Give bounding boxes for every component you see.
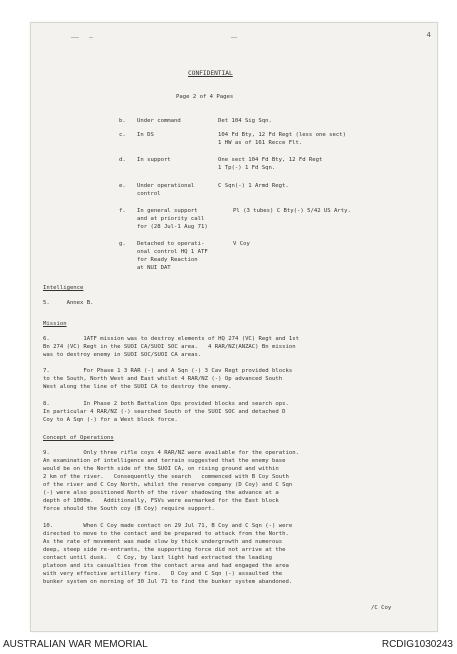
list-letter: d. [119,157,126,163]
paragraph-line: 5. Annex B. [43,300,94,306]
top-dash-mark [71,37,79,38]
paragraph-line: with very effective artillery fire. D Coy and C Sqn (-) assaulted the [43,571,283,577]
document-page [30,22,438,632]
paragraph-line: deep, steep side re-entrants, the supporting force did not arrive at the [43,547,286,553]
list-value: 1 Tp(-) 1 Fd Sqn. [218,165,276,171]
paragraph-line: would be on the North side of the SUOI CA, on rising ground and within [43,466,279,472]
list-label: at NUI DAT [137,265,171,271]
top-dash-mark [231,37,237,38]
list-label: control [137,191,161,197]
page-number: Page 2 of 4 Pages [176,94,234,100]
archive-name: AUSTRALIAN WAR MEMORIAL [3,639,148,650]
paragraph-line: bunker system on morning of 30 Jul 71 to find the bunker system abandoned. [43,579,293,585]
list-label: for Ready Reaction [137,257,198,263]
list-label: In DS [137,132,154,138]
list-label: for (28 Jul-1 Aug 71) [137,224,208,230]
list-value: V Coy [233,241,250,247]
list-value: One sect 104 Fd Bty, 12 Fd Regt [218,157,323,163]
paragraph-line: 6. 1ATF mission was to destroy elements of HQ 274 (VC) Regt and 1st [43,336,299,342]
paragraph-line: 2 km of the river. Consequently the search commenced with B Coy South [43,474,289,480]
intelligence-heading: Intelligence [43,285,84,291]
list-label: Under operational [137,183,195,189]
list-value: 1 HW as of 161 Recce Flt. [218,140,303,146]
list-label: Detached to operati- [137,241,205,247]
paragraph-line: directed to move to the contact and be prepared to attack from the North. [43,531,289,537]
archive-reference: RCDIG1030243 [381,639,453,650]
paragraph-line: Bn 274 (VC) Regt in the SUOI CA/SUOI SOC area. 4 RAR/NZ(ANZAC) Bn mission [43,344,296,350]
paragraph-line: to the South, North West and East whilst 4 RAR/NZ (-) Op advanced South [43,376,283,382]
continuation-marker: /C Coy [371,605,392,611]
paragraph-line: As the rate of movement was made slow by thick undergrowth and numerous [43,539,283,545]
paragraph-line: Coy to A Sqn (-) for a West block force. [43,417,178,423]
top-dash-mark [89,37,93,38]
list-value: C Sqn(-) 1 Armd Regt. [218,183,289,189]
list-label: In general support [137,208,198,214]
paragraph-line: platoon and its casualties from the contact area and had engaged the area [43,563,289,569]
page-mark: 4 [426,31,431,39]
paragraph-line: An examination of intelligence and terrain suggested that the enemy base [43,458,286,464]
paragraph-line: (-) were also positioned North of the river shadowing the advance at a [43,490,279,496]
mission-heading: Mission [43,321,67,327]
paragraph-line: 9. Only three rifle coys 4 RAR/NZ were available for the operation. [43,450,299,456]
list-label: onal control HQ 1 ATF [137,249,208,255]
list-letter: e. [119,183,126,189]
list-label: Under command [137,118,181,124]
list-letter: g. [119,241,126,247]
paragraph-line: West along the line of the SUOI CA to destroy the enemy. [43,384,232,390]
paragraph-line: 7. For Phase 1 3 RAR (-) and A Sqn (-) 3 Cav Regt provided blocks [43,368,293,374]
list-value: Det 104 Sig Sqn. [218,118,272,124]
paragraph-line: contact until dusk. C Coy, by last light had extracted the leading [43,555,273,561]
paragraph-line: of the river and C Coy North, whilst the reserve company (D Coy) and C Sqn [43,482,293,488]
paragraph-line: In particular 4 RAR/NZ (-) searched South of the SUOI SOC and detached D [43,409,286,415]
archive-footer [0,636,457,654]
list-label: In support [137,157,171,163]
paragraph-line: 8. In Phase 2 both Battalion Ops provided blocks and search ops. [43,401,289,407]
list-value: 104 Fd Bty, 12 Fd Regt (less one sect) [218,132,346,138]
concept-heading: Concept of Operations [43,435,114,441]
paragraph-line: force should the South coy (B Coy) require support. [43,506,215,512]
list-letter: f. [119,208,126,214]
paragraph-line: 10. When C Coy made contact on 29 Jul 71, B Coy and C Sqn (-) were [43,523,293,529]
paragraph-line: was to destroy enemy in SUOI SOC/SUOI CA areas. [43,352,202,358]
list-label: and at priority call [137,216,205,222]
classification-heading: CONFIDENTIAL [188,70,233,77]
list-letter: c. [119,132,126,138]
paragraph-line: depth of 1000m. Additionally, FSVs were earmarked for the East block [43,498,279,504]
list-letter: b. [119,118,126,124]
list-value: Pl (3 tubes) C Bty(-) 5/42 US Arty. [233,208,351,214]
